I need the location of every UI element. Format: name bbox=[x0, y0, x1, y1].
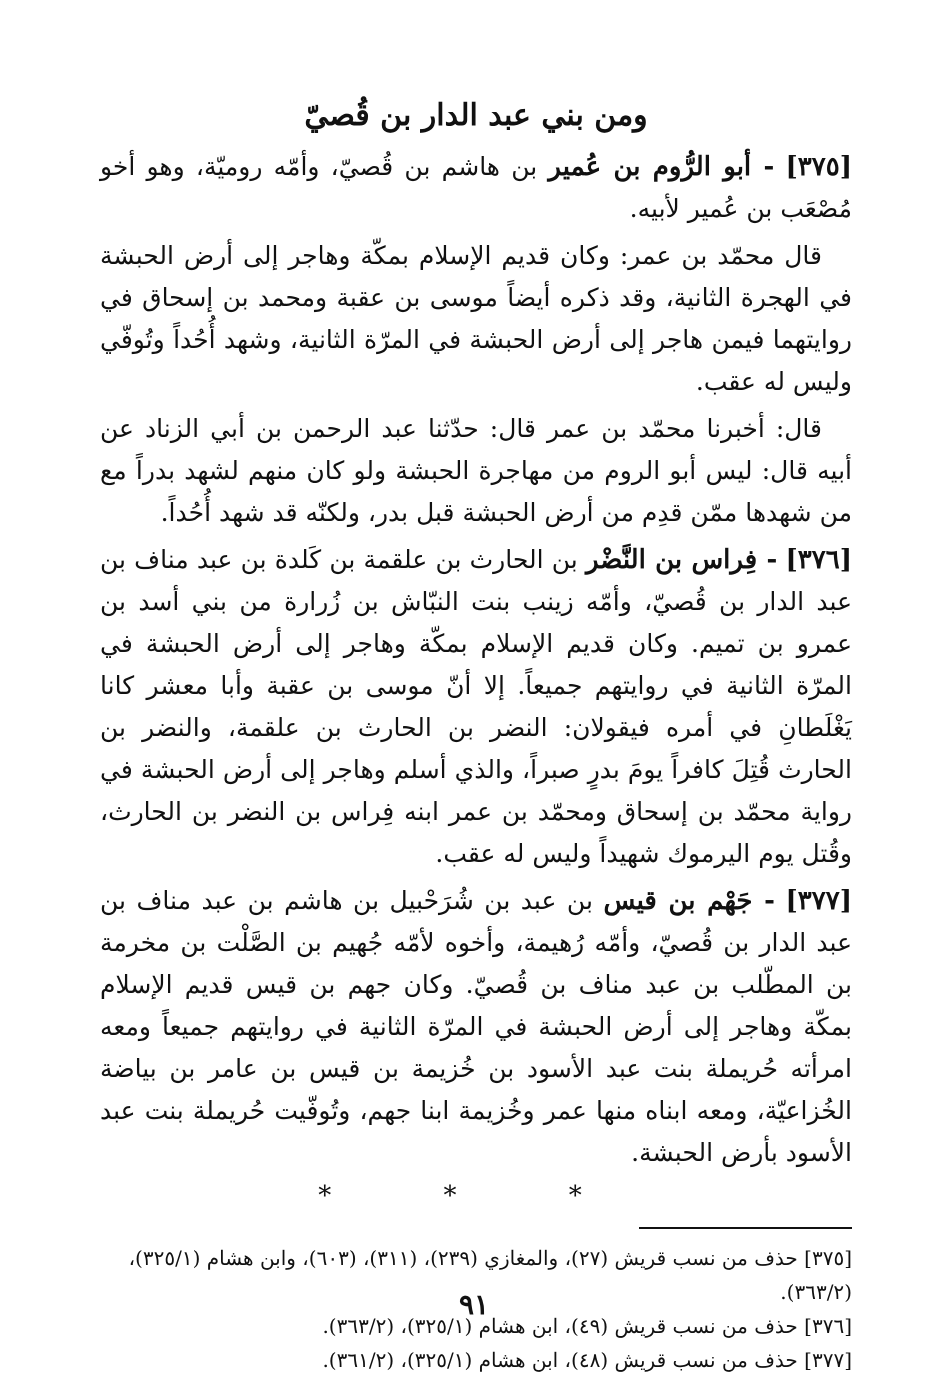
entry-376-name: فِراس بن النَّضْر bbox=[585, 545, 758, 575]
entry-375-paragraph-2: قال: أخبرنا محمّد بن عمر قال: حدّثنا عبد الرحمن بن أبي الزناد عن أبيه قال: ليس أبو الروم من مهاجرة الحبشة ولو كان منهم لشهد بدراً مع من شهدها ممّن قدِم من أرض الحبشة قبل بدر، ولكنّه قد شهد أُحُداً. bbox=[100, 414, 852, 527]
entry-377-text: بن عبد بن شُرَحْبيل بن هاشم بن عبد مناف بن عبد الدار بن قُصيّ، وأمّه رُهيمة، وأخوه لأمّه جُهيم بن الصَّلْت بن مخرمة بن المطّلب بن عبد مناف بن قُصيّ. وكان جهم بن قيس قديم الإسلام بمكّة وهاجر إلى أرض الحبشة في المرّة الثانية في روايتهم جميعاً ومعه امرأته حُريملة بنت عبد الأسود بن خُزيمة بن قيس بن عامر بن بياضة الخُزاعيّة، ومعه ابناه منها عمر وخُزيمة ابنا جهم، وتُوفّيت حُريملة بنت عبد الأسود بأرض الحبشة. bbox=[100, 886, 852, 1167]
section-separator: * * * bbox=[318, 1181, 634, 1211]
footnote-377: [٣٧٧] حذف من نسب قريش (٤٨)، ابن هشام (٣٢٥/١)، (٣٦١/٢). bbox=[322, 1348, 852, 1372]
entry-377-name: جَهْم بن قيس bbox=[603, 886, 753, 916]
footnote-375: [٣٧٥] حذف من نسب قريش (٢٧)، والمغازي (٢٣٩)، (٣١١)، (٦٠٣)، وابن هشام (٣٢٥/١)، (٣٦٣/٢). bbox=[128, 1246, 852, 1304]
section-heading: ومن بني عبد الدار بن قُصيّ bbox=[304, 98, 648, 133]
footnote-rule bbox=[639, 1227, 852, 1229]
entry-377-number: [٣٧٧] bbox=[785, 886, 852, 916]
entry-375-text: بن هاشم بن قُصيّ، وأمّه روميّة، وهو أخو مُصْعَب بن عُمير لأبيه. bbox=[100, 152, 852, 223]
entry-dash: - bbox=[757, 545, 778, 575]
entry-377-intro bbox=[100, 880, 852, 1174]
entry-376-text: بن الحارث بن علقمة بن كَلدة بن عبد مناف بن عبد الدار بن قُصيّ، وأمّه زينب بنت النبّاش بن زُرارة من بني أسد بن عمرو بن تميم. وكان قديم الإسلام بمكّة وهاجر إلى أرض الحبشة في المرّة الثانية في روايتهم جميعاً. إلا أنّ موسى بن عقبة وأبا معشر كانا يَغْلَطانِ في أمره فيقولان: النضر بن الحارث بن علقمة، والنضر بن الحارث قُتِلَ كافراً يومَ بدرٍ صبراً، والذي أسلم وهاجر إلى أرض الحبشة في رواية محمّد بن إسحاق ومحمّد بن عمر ابنه فِراس بن النضر بن الحارث، وقُتل يوم اليرموك شهيداً وليس له عقب. bbox=[100, 545, 852, 868]
entry-375-name: أبو الرُّوم بن عُمير bbox=[548, 152, 752, 182]
entry-375-paragraph-1: قال محمّد بن عمر: وكان قديم الإسلام بمكّة وهاجر إلى أرض الحبشة في الهجرة الثانية، وقد ذكره أيضاً موسى بن عقبة ومحمد بن إسحاق في روايتهما فيمن هاجر إلى أرض الحبشة في المرّة الثانية، وشهد أُحُداً وتُوفّي وليس له عقب. bbox=[100, 241, 852, 396]
book-page bbox=[100, 96, 853, 1372]
entry-375-intro bbox=[100, 146, 852, 230]
footnote-376: [٣٧٦] حذف من نسب قريش (٤٩)، ابن هشام (٣٢٥/١)، (٣٦٣/٢). bbox=[322, 1314, 852, 1338]
entry-375-number: [٣٧٥] bbox=[785, 152, 853, 182]
entry-376-intro bbox=[100, 539, 852, 875]
entry-376-number: [٣٧٦] bbox=[785, 545, 853, 575]
entry-dash: - bbox=[751, 152, 775, 182]
page-number: ٩١ bbox=[458, 1288, 490, 1321]
entry-dash: - bbox=[752, 886, 775, 916]
